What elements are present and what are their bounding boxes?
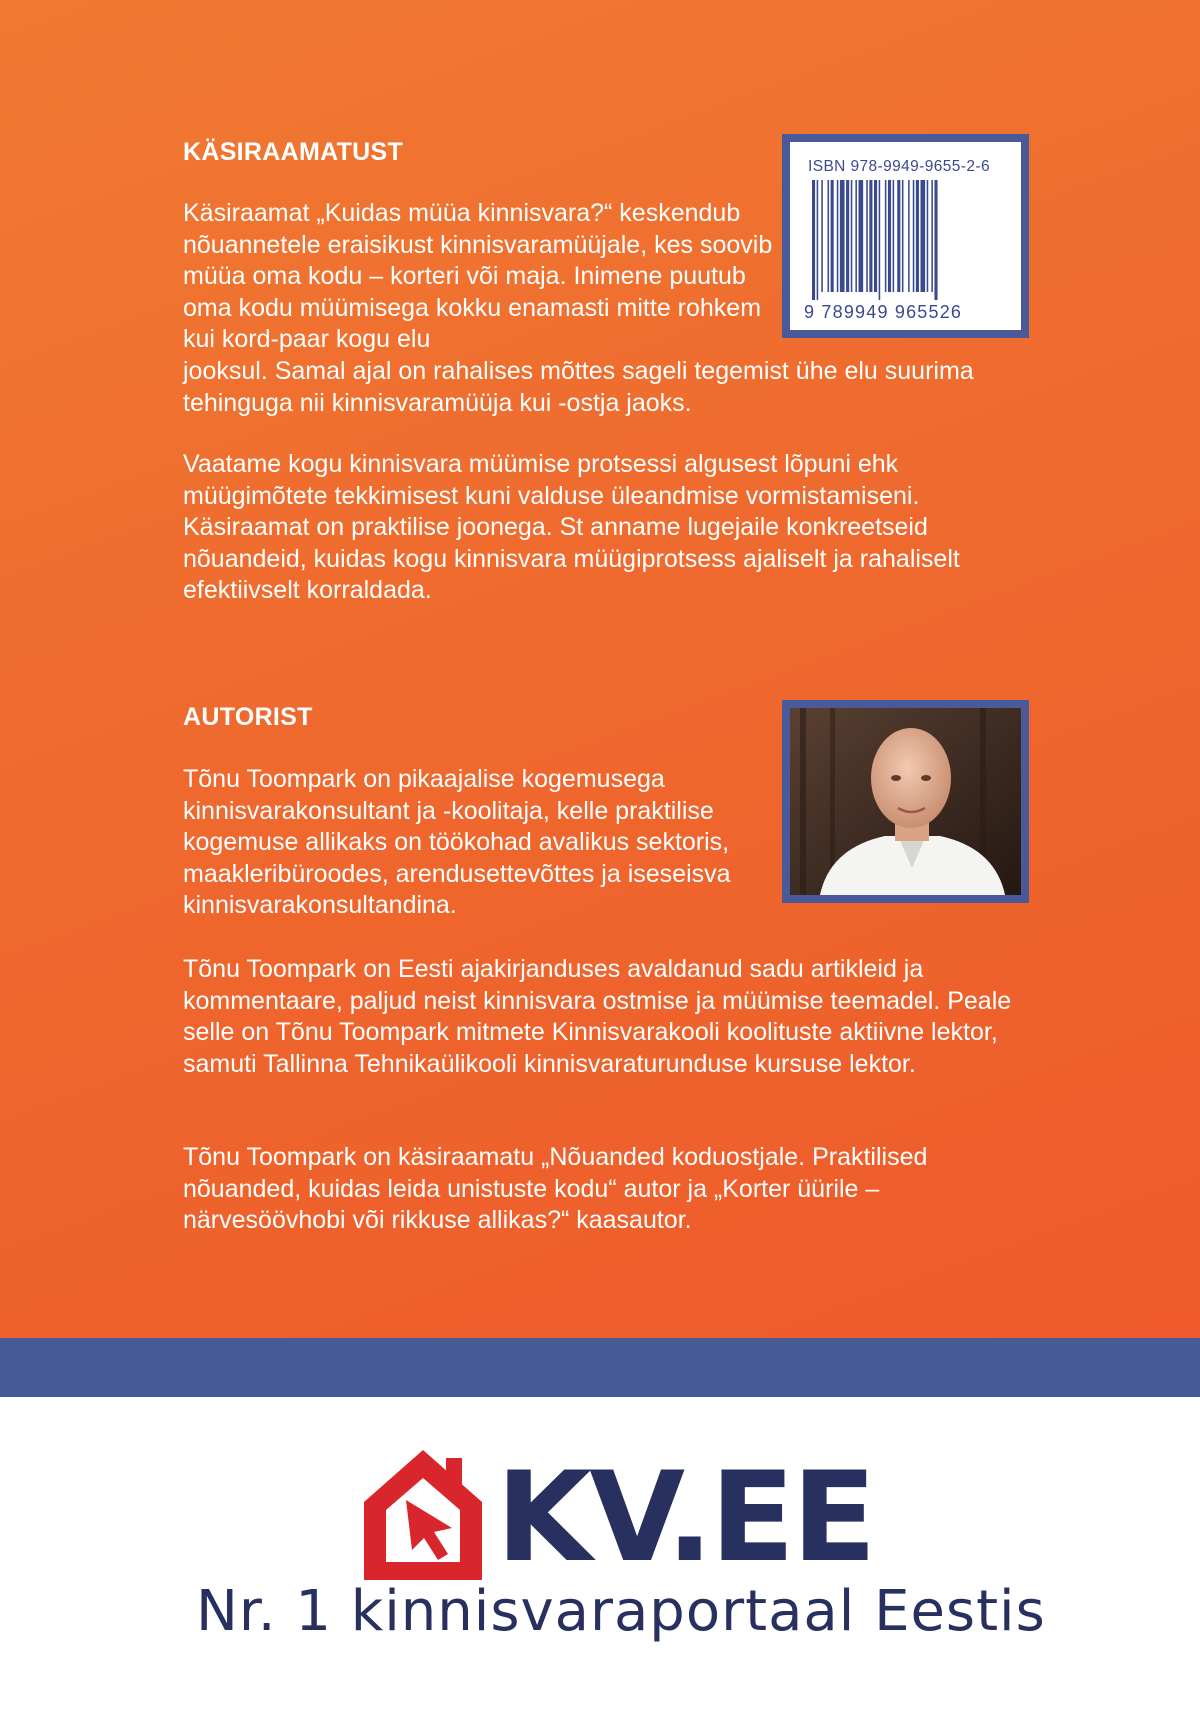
barcode-bar [831,180,834,292]
barcode-bar [869,180,872,292]
barcode-bar [931,180,933,292]
barcode-bar [851,180,853,292]
barcode-bar [888,180,891,292]
barcode-bars [812,180,1007,300]
barcode-bar [874,180,877,292]
handbook-paragraph1-lines-a: Käsiraamat „Kuidas müüa kinnisvara?“ keskendub nõuannetele eraisikust kinnisvaramüüjale, kes soovib müüa oma kodu – korteri või maja. Inimene puutub oma kodu müümisega kokku enamasti mitte rohkem kui kord-paar kogu elu [183,199,773,353]
kv-ee-logo-text: KV.EE [496,1446,874,1590]
barcode-bar [821,180,823,292]
barcode-bar [897,180,900,292]
barcode-bar [934,180,937,300]
barcode-bar [859,180,864,292]
barcode-bar [866,180,868,292]
house-cursor-logo-icon [364,1450,482,1580]
isbn-number: ISBN 978-9949-9655-2-6 [808,158,990,175]
barcode-bar [916,180,919,292]
handbook-paragraph1-lines-b: jooksul. Samal ajal on rahalises mõttes sageli tegemist ühe elu suurima tehinguga nii kinnisvaramüüja kui -ostja jaoks. [183,357,974,417]
blue-divider-band [0,1338,1200,1397]
author-paragraph2: Tõnu Toompark on Eesti ajakirjanduses avaldanud sadu artikleid ja kommentaare, paljud neist kinnisvara ostmise ja müümise teemadel. Peale selle on Tõnu Toompark mitmete Kinnisvarakooli koolituste aktiivne lektor, samuti Tallinna Tehnikaülikooli kinnisvaraturunduse kursuse lektor. [183,955,1012,1078]
barcode-bar [885,180,887,292]
barcode-bar [817,180,819,300]
barcode-bar [902,180,904,292]
section-title-handbook: KÄSIRAAMATUST [183,138,404,166]
handbook-paragraph1-bottom [183,356,1043,419]
portal-tagline: Nr. 1 kinnisvaraportaal Eestis [196,1579,1046,1644]
barcode-bar [828,180,830,292]
barcode-digits: 9 789949 965526 [804,302,963,322]
author-paragraph1: Tõnu Toompark on pikaajalise kogemusega kinnisvarakonsultant ja -koolitaja, kelle praktilise kogemuse allikaks on töökohad avalikus sektoris, maakleribüroodes, arendusettevõttes ja iseseisva kinnisvarakonsultandina. [183,765,731,919]
isbn-barcode [782,134,1029,338]
barcode-bar [837,180,839,292]
handbook-paragraph1-top [183,198,773,356]
barcode-bar [908,180,910,292]
barcode-bar [913,180,915,292]
barcode-bar [840,180,845,292]
handbook-paragraph2: Vaatame kogu kinnisvara müümise protsessi algusest lõpuni ehk müügimõtete tekkimisest kuni valduse üleandmise vormistamiseni. Käsiraamat on praktilise joonega. St anname lugejaile konkreetseid nõuandeid, kuidas kogu kinnisvara müügiprotsess ajaliselt ja rahaliselt efektiivselt korraldada. [183,450,960,604]
barcode-bar [812,180,815,300]
barcode-bar [855,180,857,292]
author-paragraph3: Tõnu Toompark on käsiraamatu „Nõuanded koduostjale. Praktilised nõuanded, kuidas leida unistuste kodu“ autor ja „Korter üürile – närvesöövhobi või rikkuse allikas?“ kaasautor. [183,1143,928,1234]
barcode-bar [927,180,929,292]
section-title-author: AUTORIST [183,703,313,731]
barcode-bar [921,180,926,292]
author-photo [782,700,1029,903]
barcode-bar [846,180,849,292]
barcode-bar [893,180,895,292]
barcode-bar [879,180,881,300]
author-portrait-image [790,708,1021,895]
